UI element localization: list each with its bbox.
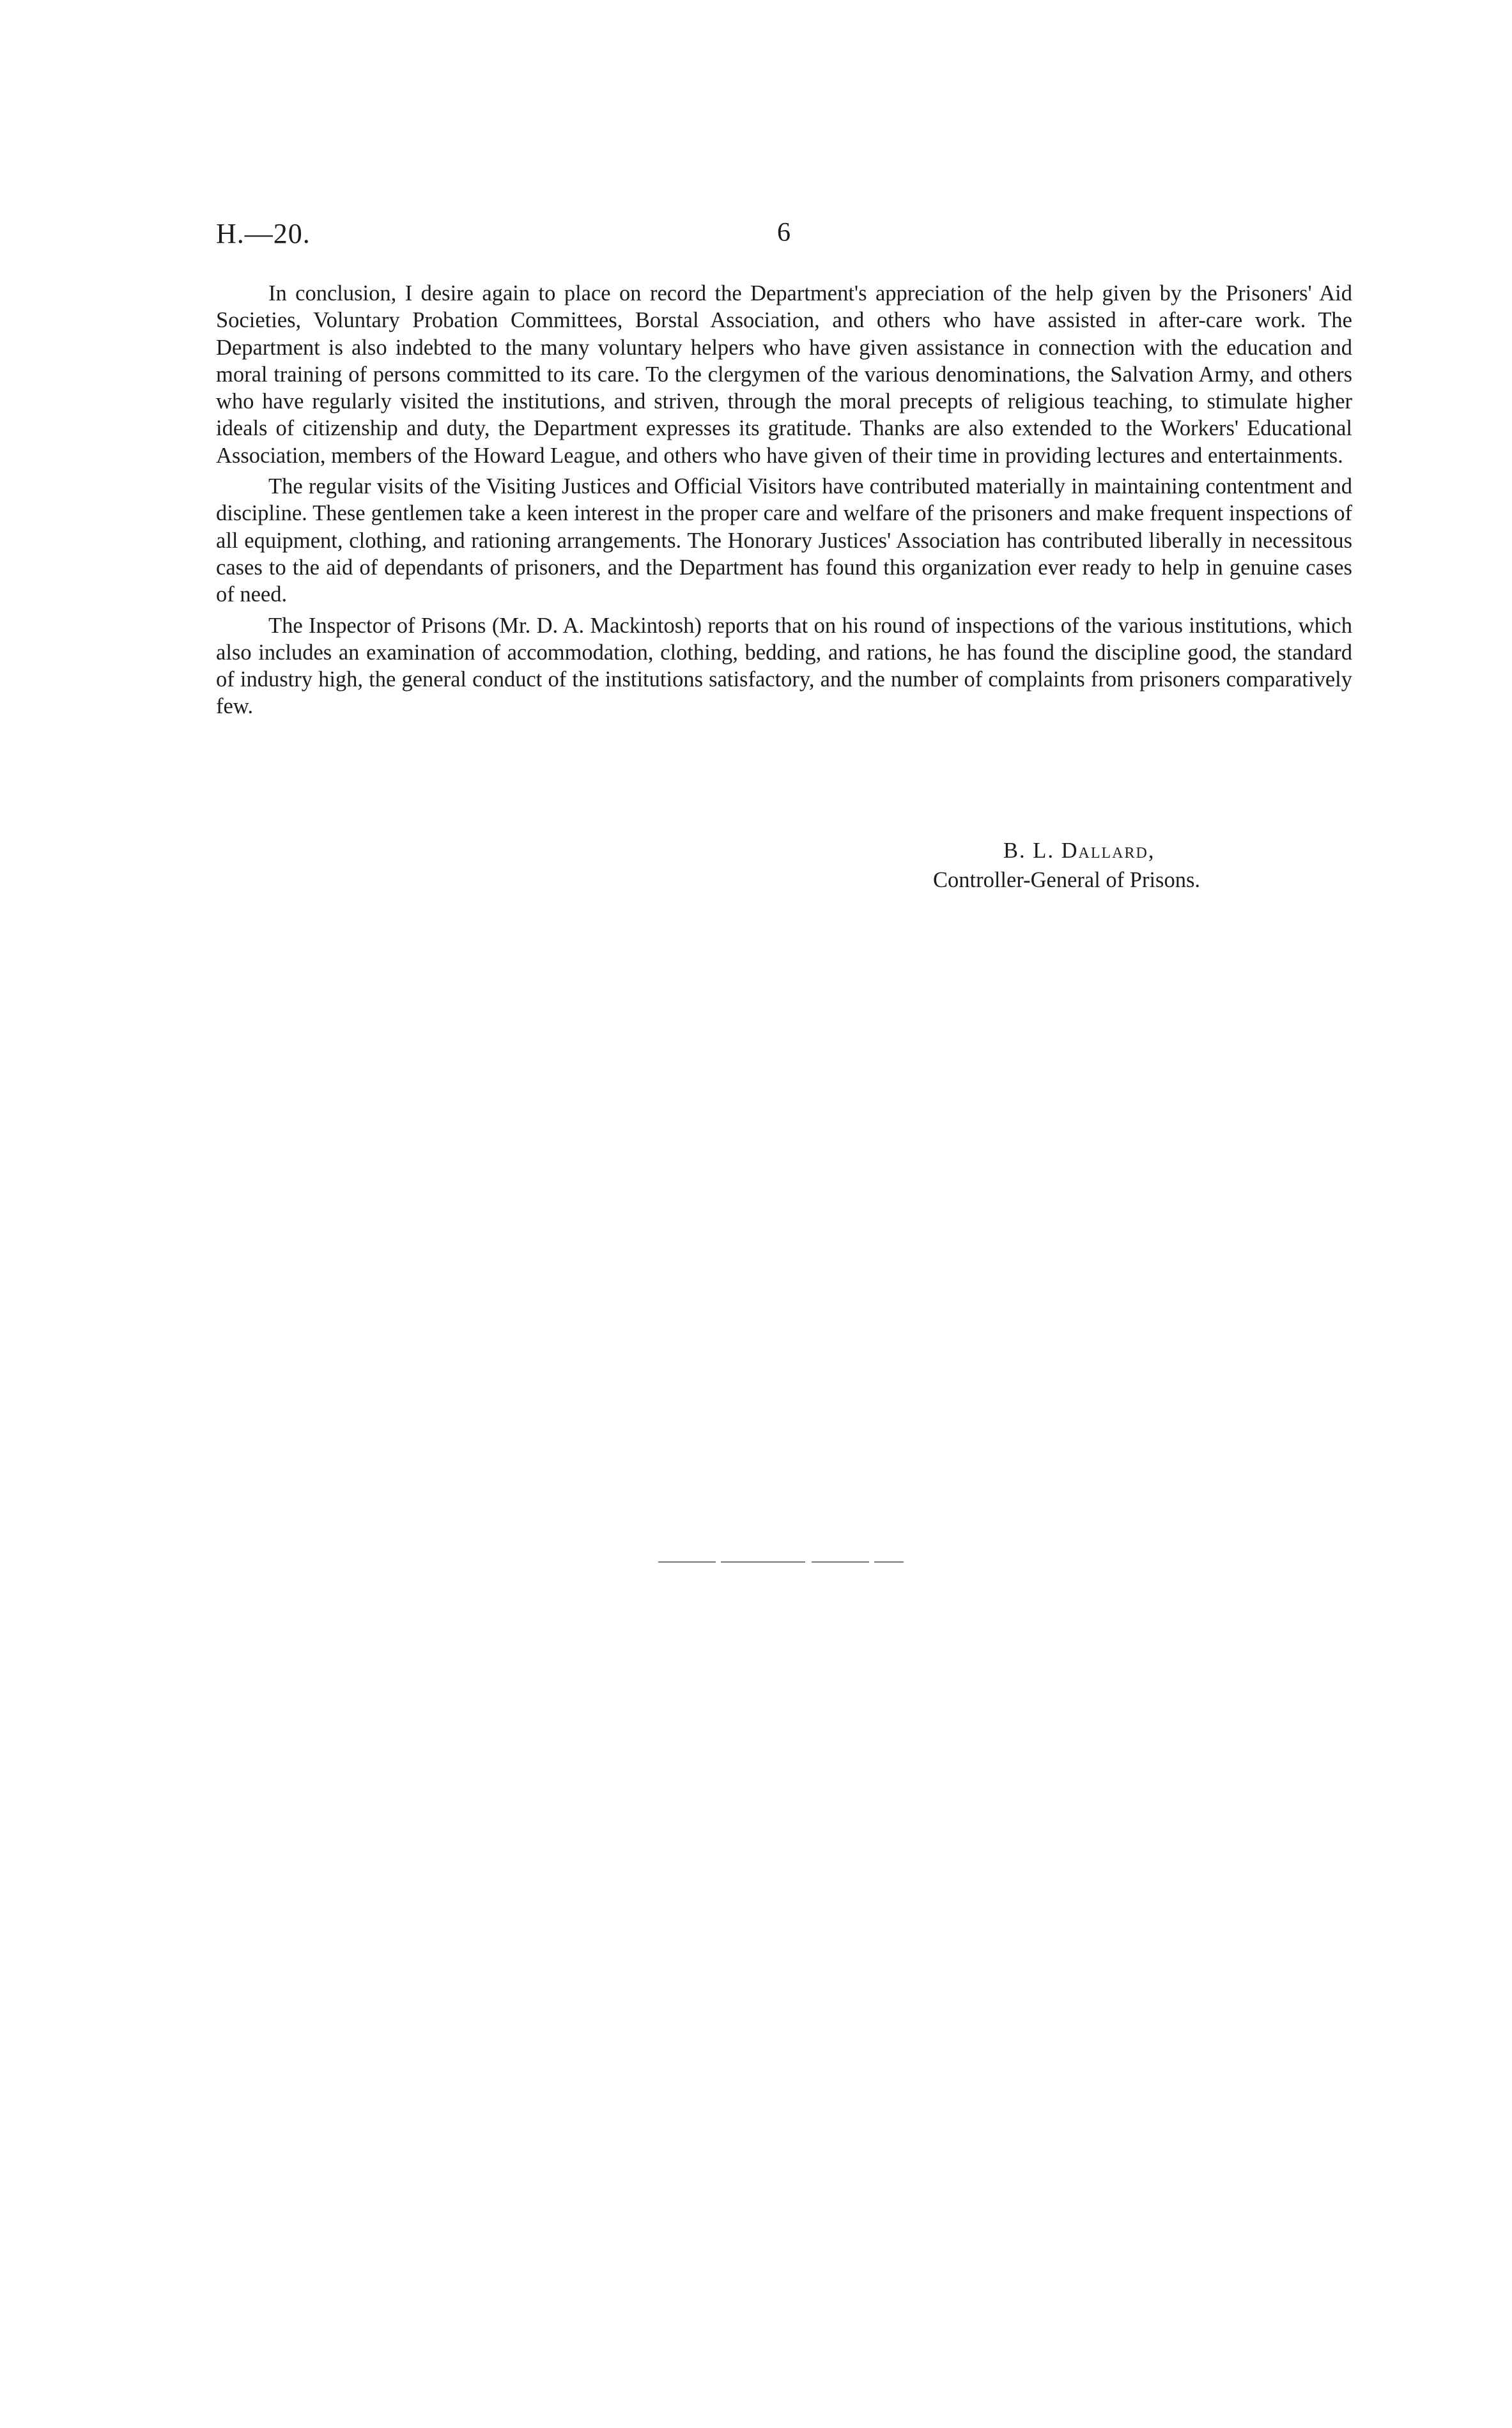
signatory-title: Controller-General of Prisons. <box>933 868 1201 892</box>
page-header <box>216 217 1341 256</box>
signatory-name: B. L. Dallard, <box>1003 839 1155 863</box>
page-number: 6 <box>777 218 791 247</box>
paragraph-visiting-justices: The regular visits of the Visiting Justices and Official Visitors have contributed materially in maintaining contentment and discipline. These gentlemen take a keen interest in the proper care and welfare of the prisoners and make frequent inspections of all equipment, clothing, and rationing arrangements. The Honorary Justices' Association has contributed liberally in necessitous cases to the aid of dependants of prisoners, and the Department has found this organization ever ready to help in genuine cases of need. <box>216 474 1352 607</box>
paragraph-inspector-report: The Inspector of Prisons (Mr. D. A. Mackintosh) reports that on his round of inspections of the various institutions, which also includes an examination of accommodation, clothing, bedding, and rations, he has found the discipline good, the standard of industry high, the general conduct of the institutions satisfactory, and the number of complaints from prisoners comparatively few. <box>216 613 1352 719</box>
body-text <box>216 280 1352 724</box>
end-rule-divider <box>658 1561 904 1563</box>
paragraph-conclusion: In conclusion, I desire again to place on record the Department's appreciation of the help given by the Prisoners' Aid Societies, Voluntary Probation Committees, Borstal Association, and others who have assisted in after-care work. The Department is also indebted to the many voluntary helpers who have given assistance in connection with the education and moral training of persons committed to its care. To the clergymen of the various denominations, the Salvation Army, and others who have regularly visited the institutions, and striven, through the moral precepts of religious teaching, to stimulate higher ideals of citizenship and duty, the Department expresses its gratitude. Thanks are also extended to the Workers' Educational Association, members of the Howard League, and others who have given of their time in providing lectures and entertainments. <box>216 281 1352 468</box>
signature-block <box>933 836 1329 895</box>
document-reference: H.—20. <box>216 218 311 249</box>
